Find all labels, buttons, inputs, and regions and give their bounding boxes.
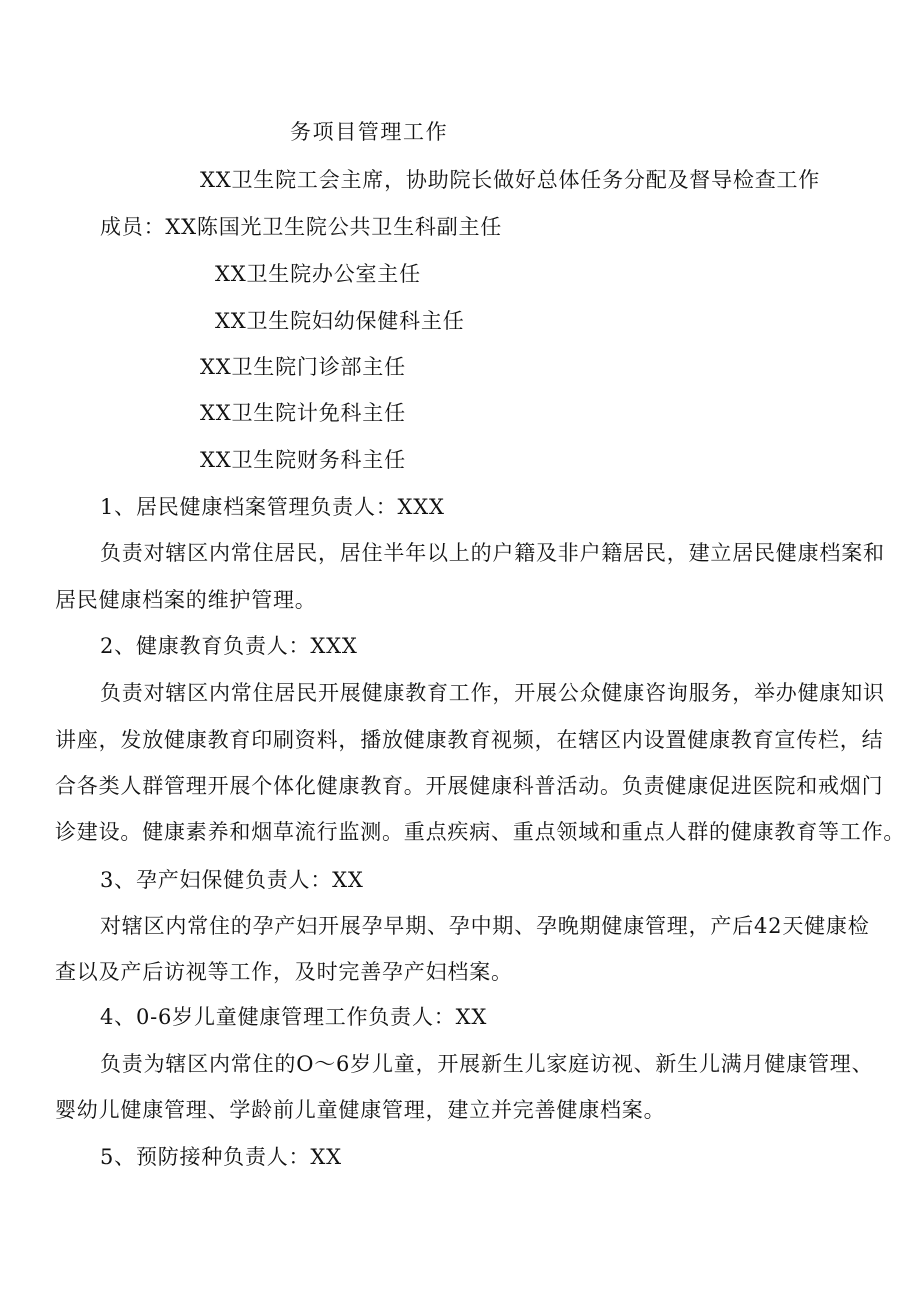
paragraph-health-education-line-2: 讲座，发放健康教育印刷资料，播放健康教育视频，在辖区内设置健康教育宣传栏，结: [55, 728, 884, 752]
section-heading-child-health: 4、0-6岁儿童健康管理工作负责人：XX: [100, 1005, 488, 1029]
text-line-duty-continuation: 务项目管理工作: [290, 120, 449, 144]
text-line-member-immunization: XX卫生院计免科主任: [200, 401, 406, 425]
text-line-member-outpatient: XX卫生院门诊部主任: [200, 355, 406, 379]
section-heading-vaccination: 5、预防接种负责人：XX: [100, 1145, 342, 1169]
paragraph-child-health-line-2: 婴幼儿健康管理、学龄前儿童健康管理，建立并完善健康档案。: [55, 1098, 666, 1122]
text-line-members-heading: 成员：XX陈国光卫生院公共卫生科副主任: [100, 215, 503, 239]
text-line-member-office: XX卫生院办公室主任: [215, 262, 421, 286]
text-line-member-maternal: XX卫生院妇幼保健科主任: [215, 309, 465, 333]
paragraph-health-records-line-1: 负责对辖区内常住居民，居住半年以上的户籍及非户籍居民，建立居民健康档案和: [100, 541, 885, 565]
paragraph-health-education-line-3: 合各类人群管理开展个体化健康教育。开展健康科普活动。负责健康促进医院和戒烟门: [55, 774, 884, 798]
paragraph-health-records-line-2: 居民健康档案的维护管理。: [55, 588, 317, 612]
paragraph-child-health-line-1: 负责为辖区内常住的O～6岁儿童，开展新生儿家庭访视、新生儿满月健康管理、: [100, 1052, 874, 1076]
paragraph-health-education-line-4: 诊建设。健康素养和烟草流行监测。重点疾病、重点领域和重点人群的健康教育等工作。: [55, 820, 906, 844]
section-heading-health-education: 2、健康教育负责人：XXX: [100, 634, 358, 658]
section-heading-maternal-care: 3、孕产妇保健负责人：XX: [100, 868, 364, 892]
paragraph-maternal-care-line-1: 对辖区内常住的孕产妇开展孕早期、孕中期、孕晚期健康管理，产后42天健康检: [100, 914, 870, 938]
section-heading-health-records: 1、居民健康档案管理负责人：XXX: [100, 495, 445, 519]
paragraph-health-education-line-1: 负责对辖区内常住居民开展健康教育工作，开展公众健康咨询服务，举办健康知识: [100, 681, 885, 705]
text-line-union-chair-role: XX卫生院工会主席，协助院长做好总体任务分配及督导检查工作: [200, 168, 821, 192]
paragraph-maternal-care-line-2: 查以及产后访视等工作，及时完善孕产妇档案。: [55, 960, 513, 984]
text-line-member-finance: XX卫生院财务科主任: [200, 448, 406, 472]
